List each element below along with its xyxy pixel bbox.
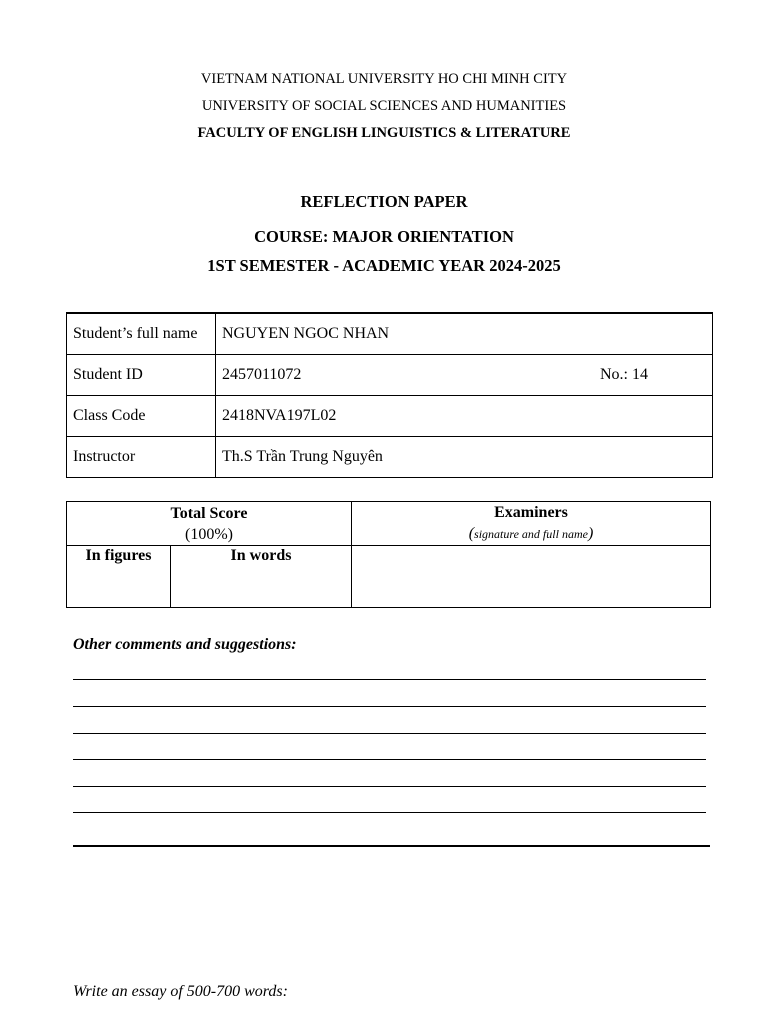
examiners-label: Examiners xyxy=(494,504,568,521)
class-code-value: 2418NVA197L02 xyxy=(216,396,713,437)
comment-line xyxy=(73,812,706,813)
student-number: No.: 14 xyxy=(600,366,648,383)
comment-line xyxy=(73,786,706,787)
in-figures-cell: In figures xyxy=(67,546,171,608)
comment-line xyxy=(73,733,706,734)
paren-open: ( xyxy=(468,525,475,542)
student-id-label: Student ID xyxy=(67,355,216,396)
faculty-name: FACULTY OF ENGLISH LINGUISTICS & LITERATURE xyxy=(197,125,571,141)
instructor-value: Th.S Trần Trung Nguyên xyxy=(216,437,713,478)
semester-title: 1ST SEMESTER - ACADEMIC YEAR 2024-2025 xyxy=(207,256,561,275)
table-row xyxy=(67,396,713,437)
student-id-value: 2457011072 xyxy=(222,366,302,383)
comment-line xyxy=(73,679,706,680)
comment-line xyxy=(73,845,710,847)
university-name: VIETNAM NATIONAL UNIVERSITY HO CHI MINH CITY xyxy=(200,71,568,87)
paper-title: REFLECTION PAPER xyxy=(300,192,468,211)
student-id-cell xyxy=(216,355,713,396)
table-row xyxy=(67,502,711,546)
comments-label: Other comments and suggestions: xyxy=(73,636,297,653)
essay-prompt: Write an essay of 500-700 words: xyxy=(73,983,288,1000)
total-score-label: Total Score xyxy=(170,504,248,522)
course-title: COURSE: MAJOR ORIENTATION xyxy=(254,227,514,246)
name-label: Student’s full name xyxy=(67,313,216,355)
instructor-label: Instructor xyxy=(67,437,216,478)
class-code-label: Class Code xyxy=(67,396,216,437)
in-words-cell: In words xyxy=(171,546,352,608)
table-row xyxy=(67,546,711,608)
total-score-header xyxy=(67,502,352,546)
paren-close: ) xyxy=(587,525,594,542)
score-table xyxy=(66,501,711,608)
signature-note: signature and full name xyxy=(474,527,588,541)
examiners-signature-cell xyxy=(352,546,711,608)
table-row xyxy=(67,437,713,478)
name-value: NGUYEN NGOC NHAN xyxy=(216,313,713,355)
comment-line xyxy=(73,706,706,707)
table-row xyxy=(67,313,713,355)
examiners-header xyxy=(352,502,711,546)
examiners-note xyxy=(352,523,710,545)
school-name: UNIVERSITY OF SOCIAL SCIENCES AND HUMANITIES xyxy=(201,98,567,114)
comment-line xyxy=(73,759,706,760)
table-row xyxy=(67,355,713,396)
total-score-percent: (100%) xyxy=(185,525,233,543)
student-info-table xyxy=(66,312,713,478)
